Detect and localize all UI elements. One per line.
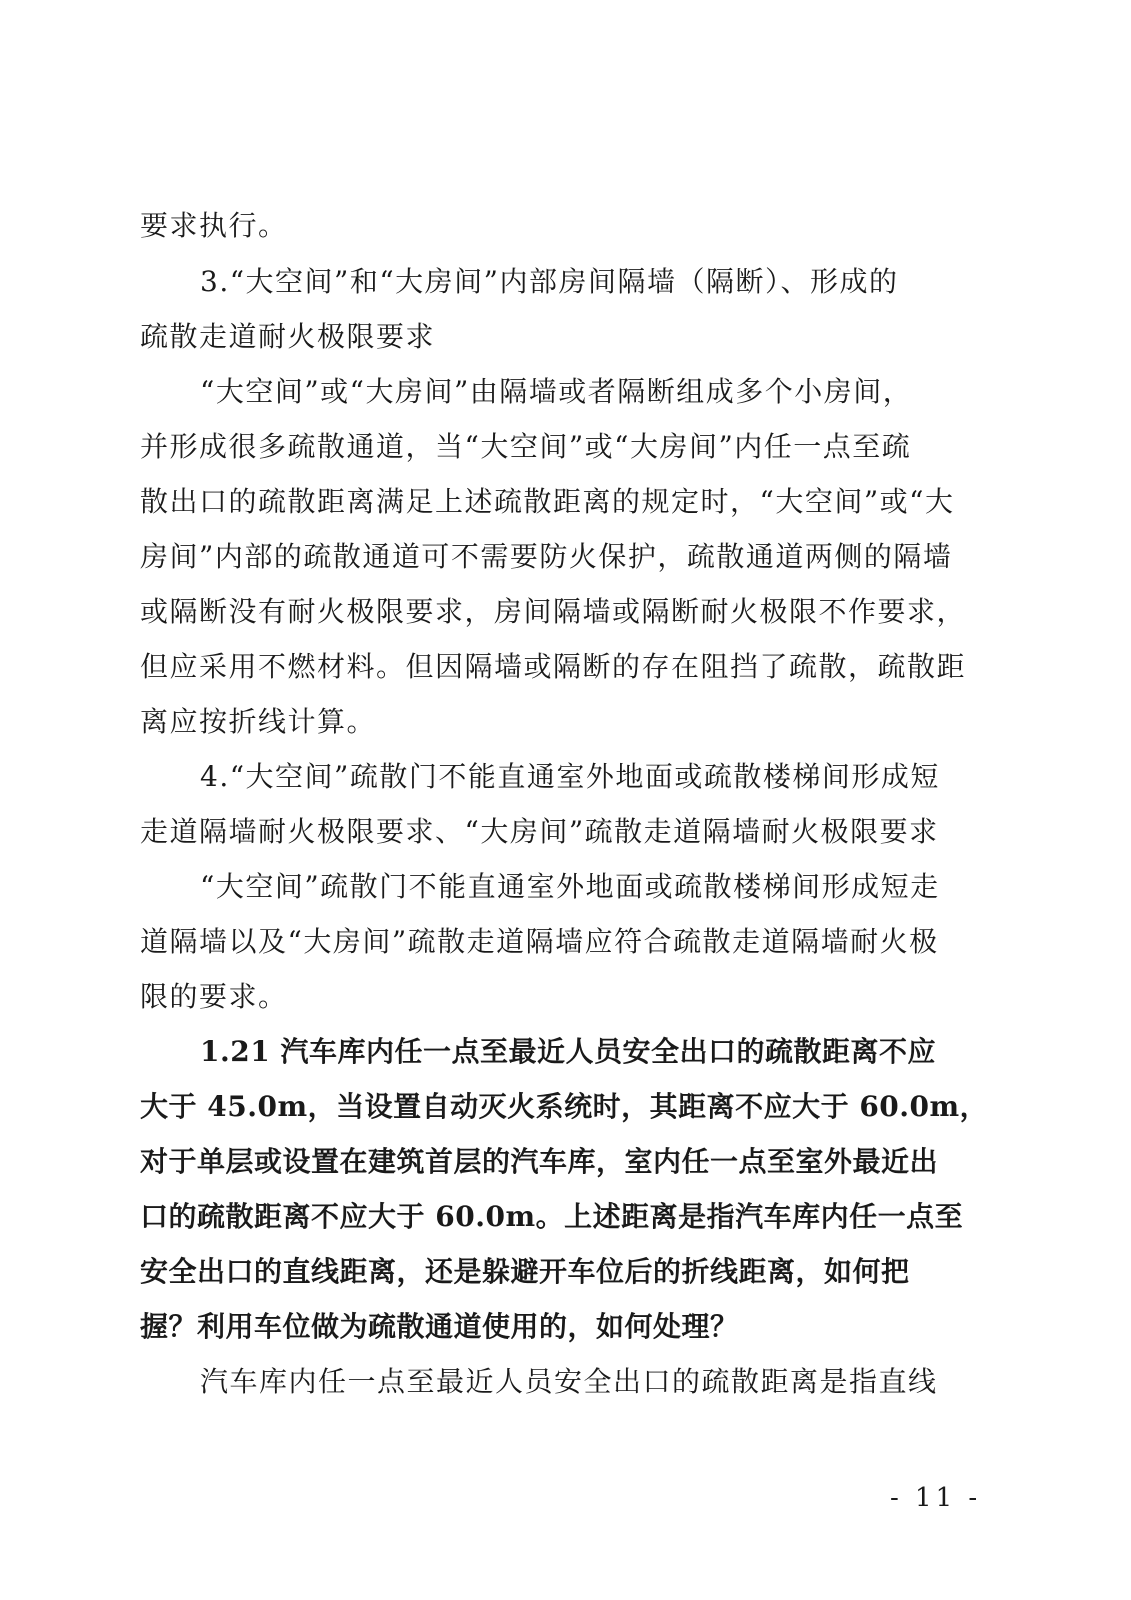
text-line: 但应采用不燃材料。但因隔墙或隔断的存在阻挡了疏散，疏散距 bbox=[140, 650, 967, 683]
section-heading-3: 3.“大空间”和“大房间”内部房间隔墙（隔断）、形成的 bbox=[200, 265, 899, 298]
text-line: 道隔墙以及“大房间”疏散走道隔墙应符合疏散走道隔墙耐火极 bbox=[140, 925, 939, 958]
question-line: 大于 45.0m，当设置自动灭火系统时，其距离不应大于 60.0m， bbox=[140, 1090, 989, 1123]
question-line: 握？利用车位做为疏散通道使用的，如何处理？ bbox=[140, 1310, 739, 1343]
answer-line: 汽车库内任一点至最近人员安全出口的疏散距离是指直线 bbox=[200, 1365, 938, 1398]
section-heading-3-cont: 疏散走道耐火极限要求 bbox=[140, 320, 436, 353]
text-line: 离应按折线计算。 bbox=[140, 705, 377, 738]
text-line: 散出口的疏散距离满足上述疏散距离的规定时，“大空间”或“大 bbox=[140, 485, 955, 518]
question-heading: 1.21 汽车库内任一点至最近人员安全出口的疏散距离不应 bbox=[200, 1035, 936, 1068]
text-line: 并形成很多疏散通道，当“大空间”或“大房间”内任一点至疏 bbox=[140, 430, 912, 463]
question-line: 口的疏散距离不应大于 60.0m。上述距离是指汽车库内任一点至 bbox=[140, 1200, 964, 1233]
text-line: 限的要求。 bbox=[140, 980, 288, 1013]
section-heading-4-cont: 走道隔墙耐火极限要求、“大房间”疏散走道隔墙耐火极限要求 bbox=[140, 815, 939, 848]
text-line: 或隔断没有耐火极限要求，房间隔墙或隔断耐火极限不作要求， bbox=[140, 595, 967, 628]
question-line: 安全出口的直线距离，还是躲避开车位后的折线距离，如何把 bbox=[140, 1255, 910, 1288]
text-line: “大空间”或“大房间”由隔墙或者隔断组成多个小房间， bbox=[200, 375, 913, 408]
text-line: “大空间”疏散门不能直通室外地面或疏散楼梯间形成短走 bbox=[200, 870, 940, 903]
question-line: 对于单层或设置在建筑首层的汽车库，室内任一点至室外最近出 bbox=[140, 1145, 939, 1178]
text-line: 房间”内部的疏散通道可不需要防火保护，疏散通道两侧的隔墙 bbox=[140, 540, 953, 573]
text-line: 要求执行。 bbox=[140, 209, 288, 242]
section-heading-4: 4.“大空间”疏散门不能直通室外地面或疏散楼梯间形成短 bbox=[200, 760, 940, 793]
page-number: - 11 - bbox=[890, 1483, 982, 1513]
